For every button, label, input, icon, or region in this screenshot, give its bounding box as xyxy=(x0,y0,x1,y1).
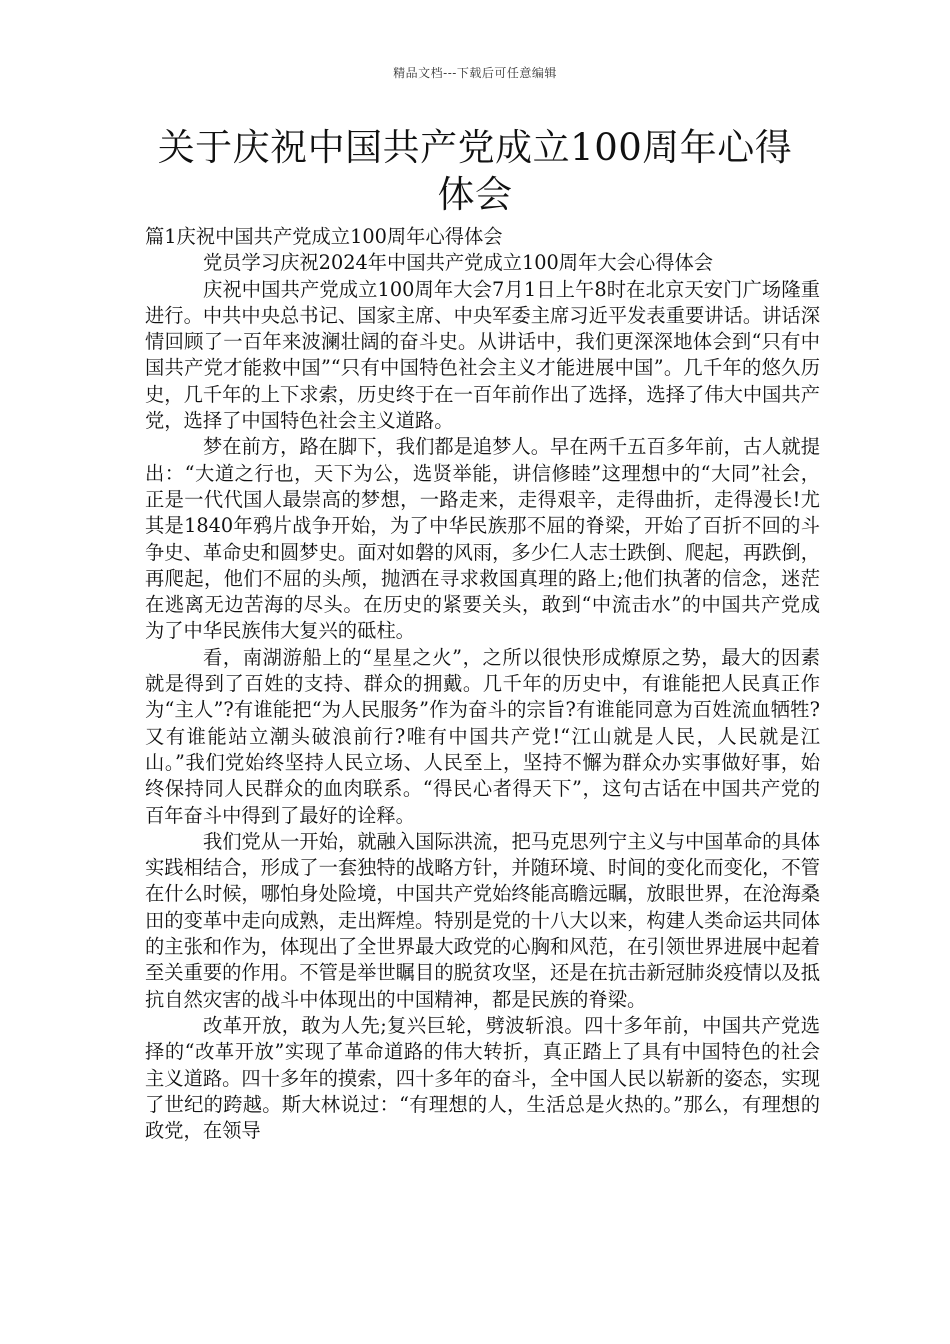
paragraph: 梦在前方，路在脚下，我们都是追梦人。早在两千五百多年前，古人就提出：“大道之行也，天下为公，选贤举能，讲信修睦”这理想中的“大同”社会，正是一代代国人最崇高的梦想，一路走来，走得艰辛，走得曲折，走得漫长!尤其是1840年鸦片战争开始，为了中华民族那不屈的脊梁，开始了百折不回的斗争史、革命史和圆梦史。面对如磐的风雨，多少仁人志士跌倒、爬起，再跌倒，再爬起，他们不屈的头颅，抛洒在寻求救国真理的路上;他们执著的信念，迷茫在逃离无边苦海的尽头。在历史的紧要关头，敢到“中流击水”的中国共产党成为了中华民族伟大复兴的砥柱。 xyxy=(145,435,820,643)
document-subtitle: 党员学习庆祝2024年中国共产党成立100周年大会心得体会 xyxy=(203,251,714,275)
document-title: 关于庆祝中国共产党成立100周年心得体会 xyxy=(157,126,793,216)
document-body xyxy=(145,224,820,1144)
paragraph: 看，南湖游船上的“星星之火”，之所以很快形成燎原之势，最大的因素就是得到了百姓的支持、群众的拥戴。几千年的历史中，有谁能把人民真正作为“主人”?有谁能把“为人民服务”作为奋斗的宗旨?有谁能同意为百姓流血牺牲?又有谁能站立潮头破浪前行?唯有中国共产党!“江山就是人民，人民就是江山。”我们党始终坚持人民立场、人民至上，坚持不懈为群众办实事做好事，始终保持同人民群众的血肉联系。“得民心者得天下”，这句古话在中国共产党的百年奋斗中得到了最好的诠释。 xyxy=(145,645,820,827)
paragraph: 我们党从一开始，就融入国际洪流，把马克思列宁主义与中国革命的具体实践相结合，形成了一套独特的战略方针，并随环境、时间的变化而变化，不管在什么时候，哪怕身处险境，中国共产党始终能高瞻远瞩，放眼世界，在沧海桑田的变革中走向成熟，走出辉煌。特别是党的十八大以来，构建人类命运共同体的主张和作为，体现出了全世界最大政党的心胸和风范，在引领世界进展中起着至关重要的作用。不管是举世瞩目的脱贫攻坚，还是在抗击新冠肺炎疫情以及抵抗自然灾害的战斗中体现出的中国精神，都是民族的脊梁。 xyxy=(145,829,820,1011)
paragraph: 庆祝中国共产党成立100周年大会7月1日上午8时在北京天安门广场隆重进行。中共中央总书记、国家主席、中央军委主席习近平发表重要讲话。讲话深情回顾了一百年来波澜壮阔的奋斗史。从讲话中，我们更深深地体会到“只有中国共产党才能救中国”“只有中国特色社会主义才能进展中国”。几千年的悠久历史，几千年的上下求索，历史终于在一百年前作出了选择，选择了伟大中国共产党，选择了中国特色社会主义道路。 xyxy=(145,277,820,433)
paragraph: 改革开放，敢为人先;复兴巨轮，劈波斩浪。四十多年前，中国共产党选择的“改革开放”实现了革命道路的伟大转折，真正踏上了具有中国特色的社会主义道路。四十多年的摸索，四十多年的奋斗，全中国人民以崭新的姿态，实现了世纪的跨越。斯大林说过：“有理想的人，生活总是火热的。”那么，有理想的政党，在领导 xyxy=(145,1013,820,1143)
header-note: 精品文档---下载后可任意编辑 xyxy=(393,66,557,80)
section-heading: 篇1庆祝中国共产党成立100周年心得体会 xyxy=(145,225,503,248)
